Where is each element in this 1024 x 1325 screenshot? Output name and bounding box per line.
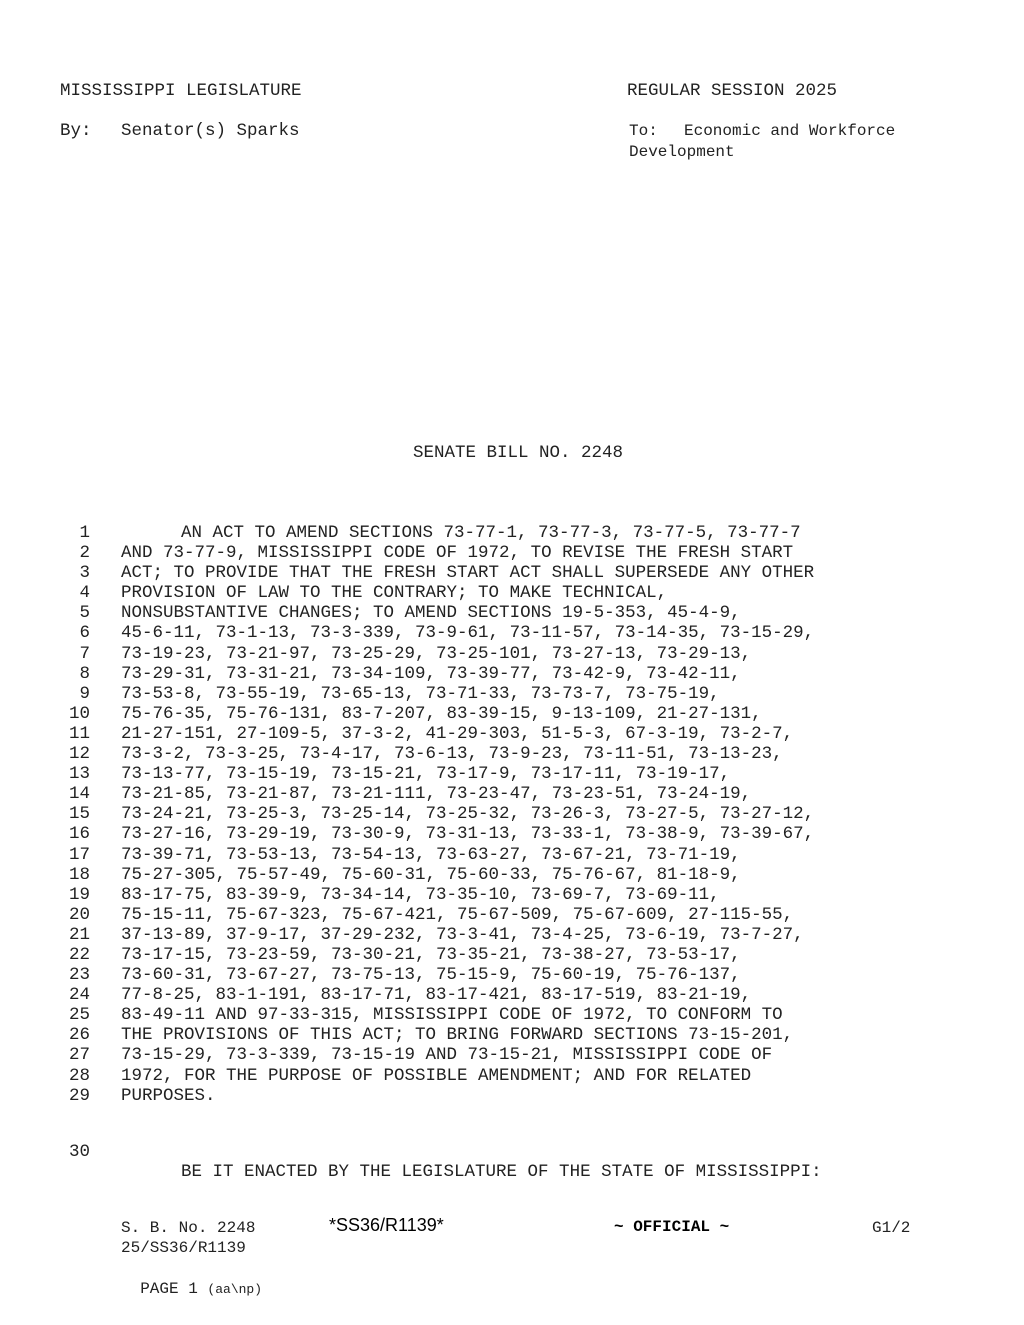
line-text: 45-6-11, 73-1-13, 73-3-339, 73-9-61, 73-11-57, 73-14-35, 73-15-29, (121, 623, 815, 644)
line-number: 1 (79, 523, 90, 543)
line-number: 4 (79, 583, 90, 604)
line-text: 73-13-77, 73-15-19, 73-15-21, 73-17-9, 73-17-11, 73-19-17, (121, 764, 731, 785)
line-text: AN ACT TO AMEND SECTIONS 73-77-1, 73-77-3, 73-77-5, 73-77-7 (181, 523, 801, 543)
official-mark: ~ OFFICIAL ~ (614, 1218, 730, 1236)
line-number: 11 (68, 723, 90, 744)
enacting-text: BE IT ENACTED BY THE LEGISLATURE OF THE STATE OF MISSISSIPPI: (181, 1162, 822, 1182)
line-text: 73-29-31, 73-31-21, 73-34-109, 73-39-77, 73-42-9, 73-42-11, (121, 663, 741, 684)
line-number: 14 (68, 784, 90, 805)
line-text: NONSUBSTANTIVE CHANGES; TO AMEND SECTIONS 19-5-353, 45-4-9, (121, 603, 741, 624)
line-number: 5 (79, 603, 90, 624)
footer-version: 25/SS36/R1139 (121, 1239, 246, 1257)
line-number: 20 (68, 904, 90, 925)
line-text: 73-24-21, 73-25-3, 73-25-14, 73-25-32, 73-26-3, 73-27-5, 73-27-12, (121, 804, 815, 825)
line-text: 73-17-15, 73-23-59, 73-30-21, 73-35-21, 73-38-27, 73-53-17, (121, 944, 741, 965)
line-number: 2 (79, 543, 90, 564)
line-text: 73-19-23, 73-21-97, 73-25-29, 73-25-101, 73-27-13, 73-29-13, (121, 643, 752, 664)
footer-stamp: *SS36/R1139* (329, 1215, 444, 1235)
line-number: 9 (79, 683, 90, 704)
page-number: PAGE 1 (140, 1280, 198, 1298)
line-text: 73-39-71, 73-53-13, 73-54-13, 73-63-27, 73-67-21, 73-71-19, (121, 844, 741, 865)
line-text: 1972, FOR THE PURPOSE OF POSSIBLE AMENDMENT; AND FOR RELATED (121, 1065, 752, 1086)
sponsor-name: Senator(s) Sparks (121, 121, 300, 141)
line-number: 24 (68, 985, 90, 1006)
line-number: 8 (79, 663, 90, 684)
line-number: 26 (68, 1025, 90, 1046)
typist-initials: (aa\np) (207, 1282, 263, 1297)
line-text: 83-49-11 AND 97-33-315, MISSISSIPPI CODE OF 1972, TO CONFORM TO (121, 1005, 783, 1026)
line-text: 73-60-31, 73-67-27, 73-75-13, 75-15-9, 75-60-19, 75-76-137, (121, 965, 741, 986)
footer-bill-ref: S. B. No. 2248 (121, 1219, 256, 1237)
line-number: 28 (68, 1065, 90, 1086)
line-number: 25 (68, 1005, 90, 1026)
line-text: ACT; TO PROVIDE THAT THE FRESH START ACT SHALL SUPERSEDE ANY OTHER (121, 563, 815, 584)
line-number: 16 (68, 824, 90, 845)
footer-page (121, 1259, 262, 1300)
line-number: 12 (68, 744, 90, 765)
line-number: 3 (79, 563, 90, 584)
line-number: 10 (68, 703, 90, 724)
line-number: 6 (79, 623, 90, 644)
line-text: PROVISION OF LAW TO THE CONTRARY; TO MAKE TECHNICAL, (121, 583, 668, 604)
to-label: To: (629, 122, 658, 140)
session-label: REGULAR SESSION 2025 (627, 81, 838, 101)
line-number: 15 (68, 804, 90, 825)
line-number: 27 (68, 1045, 90, 1066)
line-text: 83-17-75, 83-39-9, 73-34-14, 73-35-10, 73-69-7, 73-69-11, (121, 884, 720, 905)
line-text: 21-27-151, 27-109-5, 37-3-2, 41-29-303, 51-5-3, 67-3-19, 73-2-7, (121, 723, 794, 744)
line-text: 73-15-29, 73-3-339, 73-15-19 AND 73-15-21, MISSISSIPPI CODE OF (121, 1045, 773, 1066)
line-text: 77-8-25, 83-1-191, 83-17-71, 83-17-421, 83-17-519, 83-21-19, (121, 985, 752, 1006)
enacting-clause (60, 1122, 960, 1182)
bill-title: SENATE BILL NO. 2248 (412, 443, 624, 463)
line-text: 73-3-2, 73-3-25, 73-4-17, 73-6-13, 73-9-23, 73-11-51, 73-13-23, (121, 744, 783, 765)
line-text: 73-53-8, 73-55-19, 73-65-13, 73-71-33, 73-73-7, 73-75-19, (121, 683, 720, 704)
line-number: 7 (79, 643, 90, 664)
line-number: 29 (68, 1085, 90, 1106)
line-number: 21 (68, 924, 90, 945)
line-text: 37-13-89, 37-9-17, 37-29-232, 73-3-41, 73-4-25, 73-6-19, 73-7-27, (121, 924, 804, 945)
line-number: 22 (68, 944, 90, 965)
line-text: 75-15-11, 75-67-323, 75-67-421, 75-67-509, 75-67-609, 27-115-55, (121, 904, 794, 925)
line-text: 73-21-85, 73-21-87, 73-21-111, 73-23-47, 73-23-51, 73-24-19, (121, 784, 752, 805)
committee-line-2: Development (629, 143, 735, 161)
by-label: By: (60, 121, 92, 141)
line-text: AND 73-77-9, MISSISSIPPI CODE OF 1972, TO REVISE THE FRESH START (121, 543, 794, 564)
line-text: PURPOSES. (121, 1085, 216, 1106)
footer-code: G1/2 (872, 1219, 911, 1237)
line-number: 13 (68, 764, 90, 785)
committee-line-1: Economic and Workforce (684, 122, 896, 140)
line-text: 75-27-305, 75-57-49, 75-60-31, 75-60-33, 75-76-67, 81-18-9, (121, 864, 741, 885)
legislature-name: MISSISSIPPI LEGISLATURE (60, 81, 302, 101)
line-number: 23 (68, 965, 90, 986)
line-number: 19 (68, 884, 90, 905)
line-text: THE PROVISIONS OF THIS ACT; TO BRING FORWARD SECTIONS 73-15-201, (121, 1025, 794, 1046)
line-text: 73-27-16, 73-29-19, 73-30-9, 73-31-13, 73-33-1, 73-38-9, 73-39-67, (121, 824, 815, 845)
line-number: 30 (68, 1142, 90, 1162)
line-number: 17 (68, 844, 90, 865)
line-text: 75-76-35, 75-76-131, 83-7-207, 83-39-15, 9-13-109, 21-27-131, (121, 703, 762, 724)
line-number: 18 (68, 864, 90, 885)
